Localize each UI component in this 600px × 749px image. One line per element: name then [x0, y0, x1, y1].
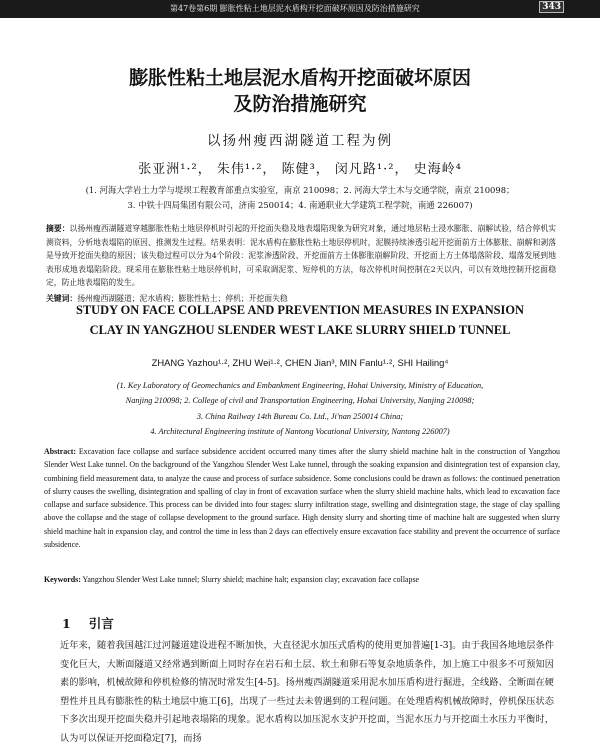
intro-paragraph: 近年来，随着我国越江过河隧道建设进程不断加快，大直径泥水加压式盾构的使用更加普遍[1-3]。由于我国各地地层条件变化巨大，大断面隧道又经常遇到断面上同时存在岩石和土层、软土和卵石等复杂地质条件，加上施工中很多不可预知因素的影响，机械故障和停机检修的情况时常发生[4-5]。扬州瘦西湖隧道采用泥水加压盾构进行掘进，全线路、全断面在硬塑性并且具有膨胀性的粘土地层中施工[6]，出现了一些过去未曾遇到的工程问题。在处理盾构机械故障时，停机保压状态下多次出现开挖面失稳并引起地表塌陷的现象。泥水盾构以加压泥水支护开挖面，当泥水压力与开挖面土水压力平衡时，认为可以保证开挖面稳定[7]，而扬	[60, 640, 554, 744]
section-title: 引言	[88, 616, 114, 631]
abstract-en-text: Excavation face collapse and surface subsidence accident occurred many times after the slurry shield machine halt in the construction of Yangzhou Slender West Lake tunnel. On the background of the Yangzhou Slender West Lake tunnel, through the soaking expansion and disintegration test of expansion clay, combining field measurement data, to analyze the cause and process of surface subsidence. Some conclusions could be drawn as follows: the continued penetration of slurry causes the swelling, disintegration and spalling of clay in front of excavation surface when the slurry shield machine halts, which lead to excavation face collapse and surface subsidence. This process can be divided into four stages: slurry infiltration stage, swelling and disintegration stage, the stage of clay spalling above the collapse and the stage of collapse development to the ground surface. High density slurry and shorting time of machine halt are suggested when slurry shield machine halt in expansion clay, and control the time in less than 2 days can effectively ensure excavation face stability and prevent the occurrence of surface subsidence.	[44, 447, 560, 550]
page-number: 343	[539, 1, 564, 13]
section-heading-introduction	[62, 614, 114, 632]
affiliation-cn-1: (1. 河海大学岩土力学与堤坝工程教育部重点实验室，南京 210098；2. 河海大学土木与交通学院，南京 210098；	[85, 185, 515, 195]
abstract-cn	[46, 222, 556, 290]
authors-en: ZHANG Yazhou¹·², ZHU Wei¹·², CHEN Jian³, MIN Fanlu¹·², SHI Hailing⁴	[151, 357, 449, 368]
title-en-line2: CLAY IN YANGZHOU SLENDER WEST LAKE SLURRY SHIELD TUNNEL	[89, 323, 511, 337]
running-header	[0, 0, 600, 20]
title-cn-line1: 膨胀性粘土地层泥水盾构开挖面破坏原因	[128, 67, 471, 89]
keywords-cn-text: 扬州瘦西湖隧道；泥水盾构；膨胀性粘土；停机；开挖面失稳	[77, 294, 288, 303]
affiliation-cn-2: 3. 中铁十四局集团有限公司，济南 250014；4. 南通职业大学建筑工程学院，南通 226007)	[127, 200, 473, 210]
keywords-cn-label: 关键词：	[46, 294, 78, 303]
abstract-cn-text: 以扬州瘦西湖隧道穿越膨胀性粘土地层停机时引起的开挖面失稳及地表塌陷现象为研究对象，通过地层粘土浸水膨胀、崩解试验，结合停机实测资料，分析地表塌陷的原因、推测发生过程。结果表明：泥水盾构在膨胀性粘土地层停机时，泥膜持续渗透引起开挖面前方土体膨胀、崩解和剥落是导致开挖面失稳的原因；该失稳过程可以分为4个阶段：泥浆渗透阶段、开挖面前方土体膨胀崩解阶段、开挖面上方土体塌落阶段、塌落发展到地表形成地表塌陷阶段。现采用在膨胀性粘土地层停机时，可采取调泥浆、短停机的方法，每次停机时间控制在2天以内，可以有效地控制开挖面稳定，防止地表塌陷的发生。	[46, 224, 556, 288]
authors-cn: 张亚洲¹·²， 朱伟¹·²， 陈健³， 闵凡路¹·²， 史海岭⁴	[138, 162, 462, 177]
affiliation-en-1: (1. Key Laboratory of Geomechanics and Embankment Engineering, Hohai University, Ministry of Education,	[116, 381, 484, 390]
abstract-en-label: Abstract:	[44, 447, 76, 456]
affiliation-en-3: 3. China Railway 14th Bureau Co. Ltd., Ji'nan 250014 China;	[196, 412, 404, 421]
subtitle-cn: 以扬州瘦西湖隧道工程为例	[207, 133, 393, 149]
running-header-title: 第47卷第6期 膨胀性粘土地层泥水盾构开挖面破坏原因及防治措施研究	[170, 4, 420, 13]
affiliation-en-4: 4. Architectural Engineering institute of Nantong Vocational University, Nantong 226007)	[150, 427, 450, 436]
abstract-en	[44, 445, 560, 551]
abstract-cn-label: 摘要：	[46, 224, 70, 233]
keywords-en-text: Yangzhou Slender West Lake tunnel; Slurry shield; machine halt; expansion clay; excavation face collapse	[82, 575, 420, 584]
title-cn-line2: 及防治措施研究	[233, 93, 367, 115]
affiliation-en-2: Nanjing 210098; 2. College of civil and Transportation Engineering, Hohai University, Nanjing 210098;	[125, 396, 475, 405]
section-number: 1	[62, 616, 71, 631]
keywords-en-label: Keywords:	[44, 575, 81, 584]
keywords-en	[44, 574, 560, 586]
title-en-line1: STUDY ON FACE COLLAPSE AND PREVENTION MEASURES IN EXPANSION	[76, 303, 524, 317]
